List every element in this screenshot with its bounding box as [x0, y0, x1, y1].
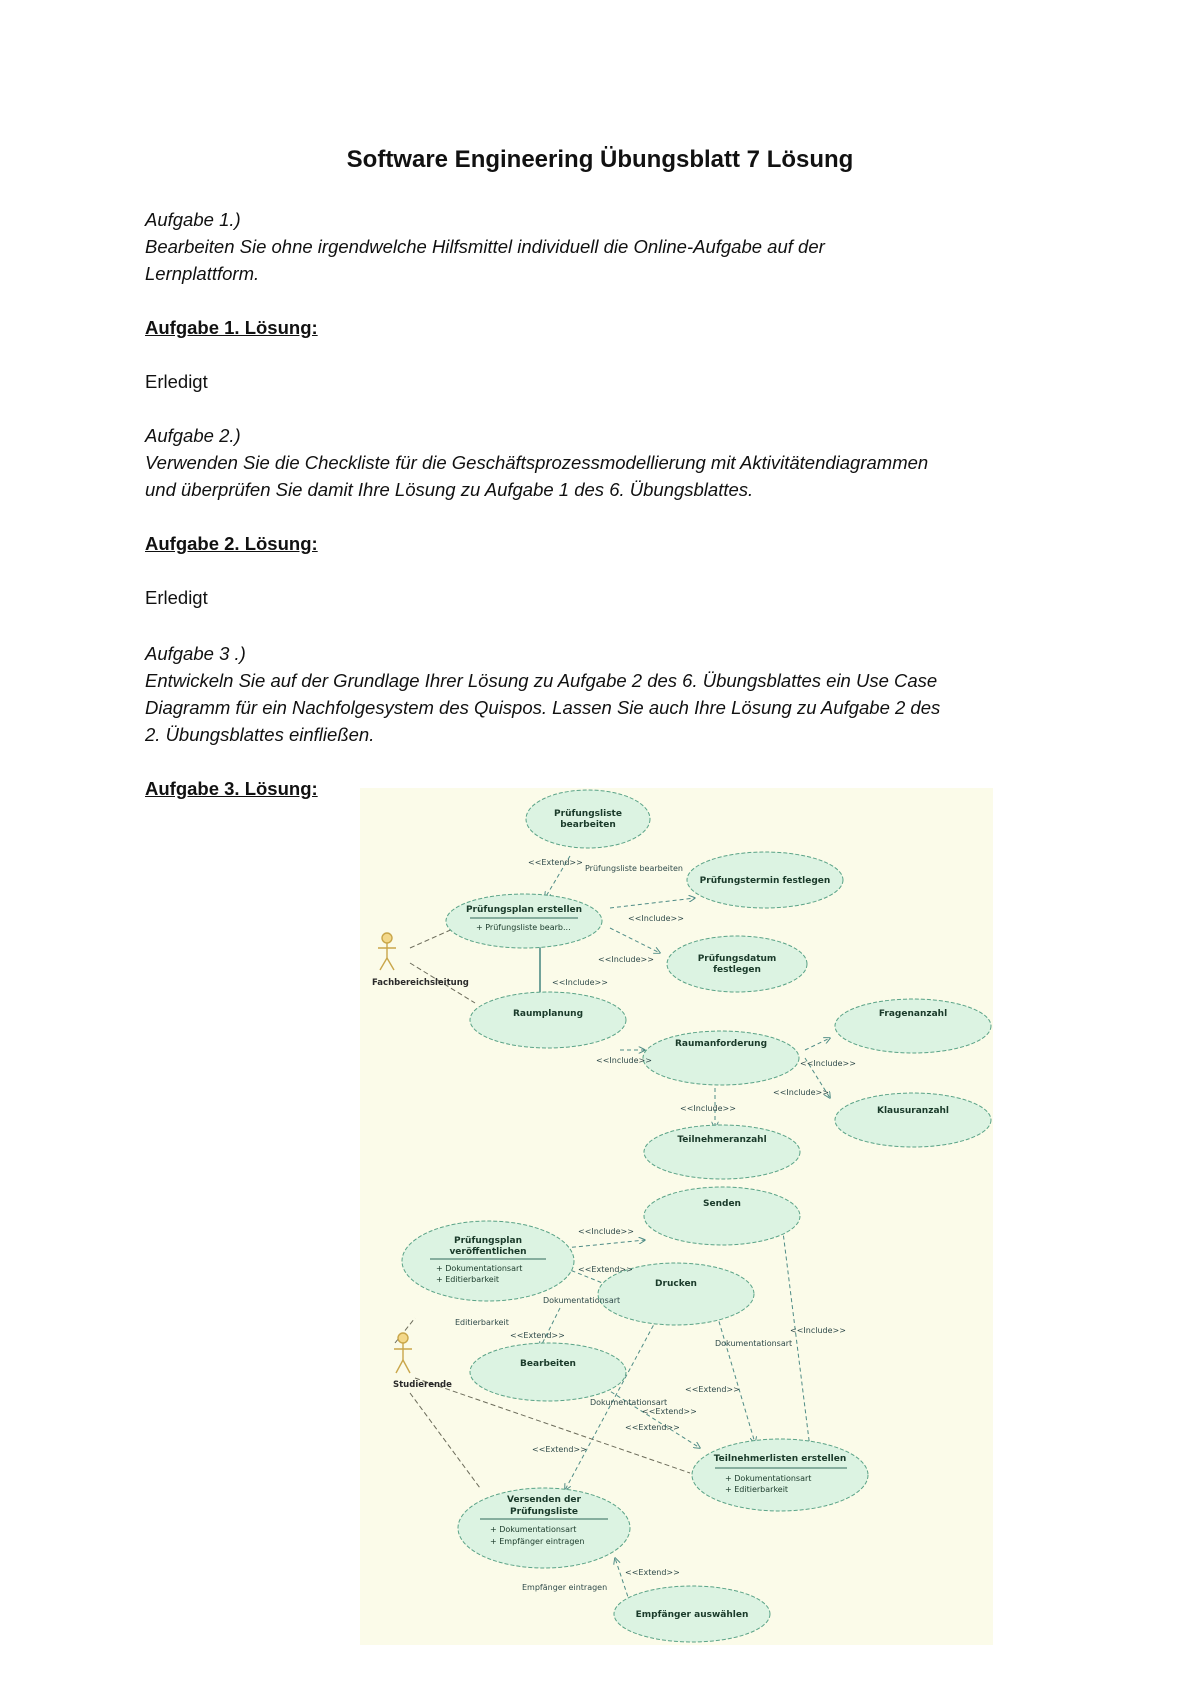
- uc-bearbeiten[interactable]: [470, 1343, 626, 1401]
- uc-pruefungsliste-bearbeiten[interactable]: [526, 790, 650, 848]
- uc-raumanforderung[interactable]: [643, 1031, 799, 1085]
- uc-pruefungstermin-festlegen[interactable]: [687, 852, 843, 908]
- label-extend-2: <<Extend>>: [578, 1265, 633, 1274]
- uc-attr: + Prüfungsliste bearb...: [476, 923, 571, 932]
- uc-empfaenger-auswaehlen[interactable]: [614, 1586, 770, 1642]
- uc-attr: + Empfänger eintragen: [490, 1537, 585, 1546]
- uc-attr: + Dokumentationsart: [436, 1264, 523, 1273]
- label-extend-4: <<Extend>>: [685, 1385, 740, 1394]
- task-3-solution-heading: Aufgabe 3. Lösung:: [145, 778, 318, 799]
- task-1-solution-heading: Aufgabe 1. Lösung:: [145, 317, 318, 338]
- uc-label: Prüfungsplan: [454, 1236, 522, 1246]
- uc-label: Prüfungsliste: [510, 1507, 578, 1517]
- label-include-5: <<Include>>: [800, 1059, 856, 1068]
- uc-pruefungsdatum-festlegen[interactable]: [667, 936, 807, 992]
- use-case-diagram: [360, 788, 993, 1645]
- task-1-heading: Aufgabe 1.): [145, 209, 241, 230]
- task-3-heading: Aufgabe 3 .): [145, 643, 246, 664]
- uc-label: bearbeiten: [560, 820, 616, 830]
- label-empfaenger-eintragen: Empfänger eintragen: [522, 1583, 608, 1592]
- task-1-text-line-2: Lernplattform.: [145, 263, 260, 284]
- uc-pruefungsplan-veroeffentlichen[interactable]: [402, 1221, 574, 1301]
- uc-attr: + Dokumentationsart: [490, 1525, 577, 1534]
- uc-label: Teilnehmeranzahl: [677, 1135, 767, 1145]
- uc-label: veröffentlichen: [449, 1247, 527, 1257]
- task-3-text-line-1: Entwickeln Sie auf der Grundlage Ihrer Lösung zu Aufgabe 2 des 6. Übungsblattes ein Use Case: [145, 670, 938, 691]
- actor-label: Studierende: [393, 1380, 452, 1390]
- task-1-solution-text: Erledigt: [145, 371, 208, 392]
- uc-label: Empfänger auswählen: [635, 1610, 749, 1620]
- uc-attr: + Editierbarkeit: [436, 1275, 500, 1284]
- uc-klausuranzahl[interactable]: [835, 1093, 991, 1147]
- uc-teilnehmeranzahl[interactable]: [644, 1125, 800, 1179]
- label-extend-5: <<Extend>>: [642, 1407, 697, 1416]
- label-pruefungsliste-bearbeiten: Prüfungsliste bearbeiten: [585, 864, 684, 873]
- label-dokumentationsart-3: Dokumentationsart: [590, 1398, 668, 1407]
- uc-label: Prüfungsplan erstellen: [465, 905, 583, 915]
- label-include-8: <<Include>>: [578, 1227, 634, 1236]
- uc-label: Prüfungsdatum: [697, 954, 777, 964]
- uc-label: festlegen: [713, 965, 761, 975]
- uc-label: Klausuranzahl: [876, 1106, 950, 1116]
- uc-fragenanzahl[interactable]: [835, 999, 991, 1053]
- label-dokumentationsart-1: Dokumentationsart: [543, 1296, 621, 1305]
- uc-pruefungsplan-erstellen[interactable]: [446, 894, 602, 948]
- uc-label: Bearbeiten: [520, 1359, 576, 1369]
- task-2-solution-text: Erledigt: [145, 587, 208, 608]
- label-extend-7: <<Extend>>: [532, 1445, 587, 1454]
- uc-senden[interactable]: [644, 1187, 800, 1245]
- label-include-4: <<Include>>: [596, 1056, 652, 1065]
- task-1-text-line-1: Bearbeiten Sie ohne irgendwelche Hilfsmittel individuell die Online-Aufgabe auf der: [145, 236, 825, 257]
- uc-label: Raumplanung: [512, 1009, 584, 1019]
- label-extend-1: <<Extend>>: [528, 858, 583, 867]
- task-2-text-line-1: Verwenden Sie die Checkliste für die Geschäftsprozessmodellierung mit Aktivitätendiagrammen: [145, 452, 929, 473]
- label-include-2: <<Include>>: [598, 955, 654, 964]
- task-2-solution-heading: Aufgabe 2. Lösung:: [145, 533, 318, 554]
- uc-teilnehmerlisten-erstellen[interactable]: [692, 1439, 868, 1511]
- uc-label: Fragenanzahl: [878, 1009, 948, 1019]
- task-3-text-line-3: 2. Übungsblattes einfließen.: [145, 724, 375, 745]
- page-title: Software Engineering Übungsblatt 7 Lösung: [346, 146, 854, 173]
- uc-label: Prüfungsliste: [554, 809, 622, 819]
- label-extend-3: <<Extend>>: [510, 1331, 565, 1340]
- task-2-text-line-2: und überprüfen Sie damit Ihre Lösung zu Aufgabe 1 des 6. Übungsblattes.: [145, 479, 754, 500]
- label-include-9: <<Include>>: [790, 1326, 846, 1335]
- label-include-3: <<Include>>: [552, 978, 608, 987]
- task-2-heading: Aufgabe 2.): [145, 425, 241, 446]
- task-3-text-line-2: Diagramm für ein Nachfolgesystem des Quispos. Lassen Sie auch Ihre Lösung zu Aufgabe 2 des: [145, 697, 941, 718]
- uc-label: Raumanforderung: [674, 1039, 768, 1049]
- uc-label: Drucken: [655, 1279, 697, 1289]
- uc-label: Prüfungstermin festlegen: [699, 876, 831, 886]
- uc-versenden-der-pruefungsliste[interactable]: [458, 1488, 630, 1568]
- actor-label: Fachbereichsleitung: [372, 978, 469, 988]
- uc-raumplanung[interactable]: [470, 992, 626, 1048]
- label-dokumentationsart-2: Dokumentationsart: [715, 1339, 793, 1348]
- uc-attr: + Editierbarkeit: [725, 1485, 789, 1494]
- uc-label: Teilnehmerlisten erstellen: [713, 1454, 847, 1464]
- label-include-1: <<Include>>: [628, 914, 684, 923]
- label-editierbarkeit: Editierbarkeit: [455, 1318, 509, 1327]
- uc-label: Senden: [703, 1199, 741, 1209]
- label-include-6: <<Include>>: [773, 1088, 829, 1097]
- uc-label: Versenden der: [507, 1495, 581, 1505]
- label-extend-6: <<Extend>>: [625, 1423, 680, 1432]
- label-include-7: <<Include>>: [680, 1104, 736, 1113]
- label-extend-8: <<Extend>>: [625, 1568, 680, 1577]
- uc-attr: + Dokumentationsart: [725, 1474, 812, 1483]
